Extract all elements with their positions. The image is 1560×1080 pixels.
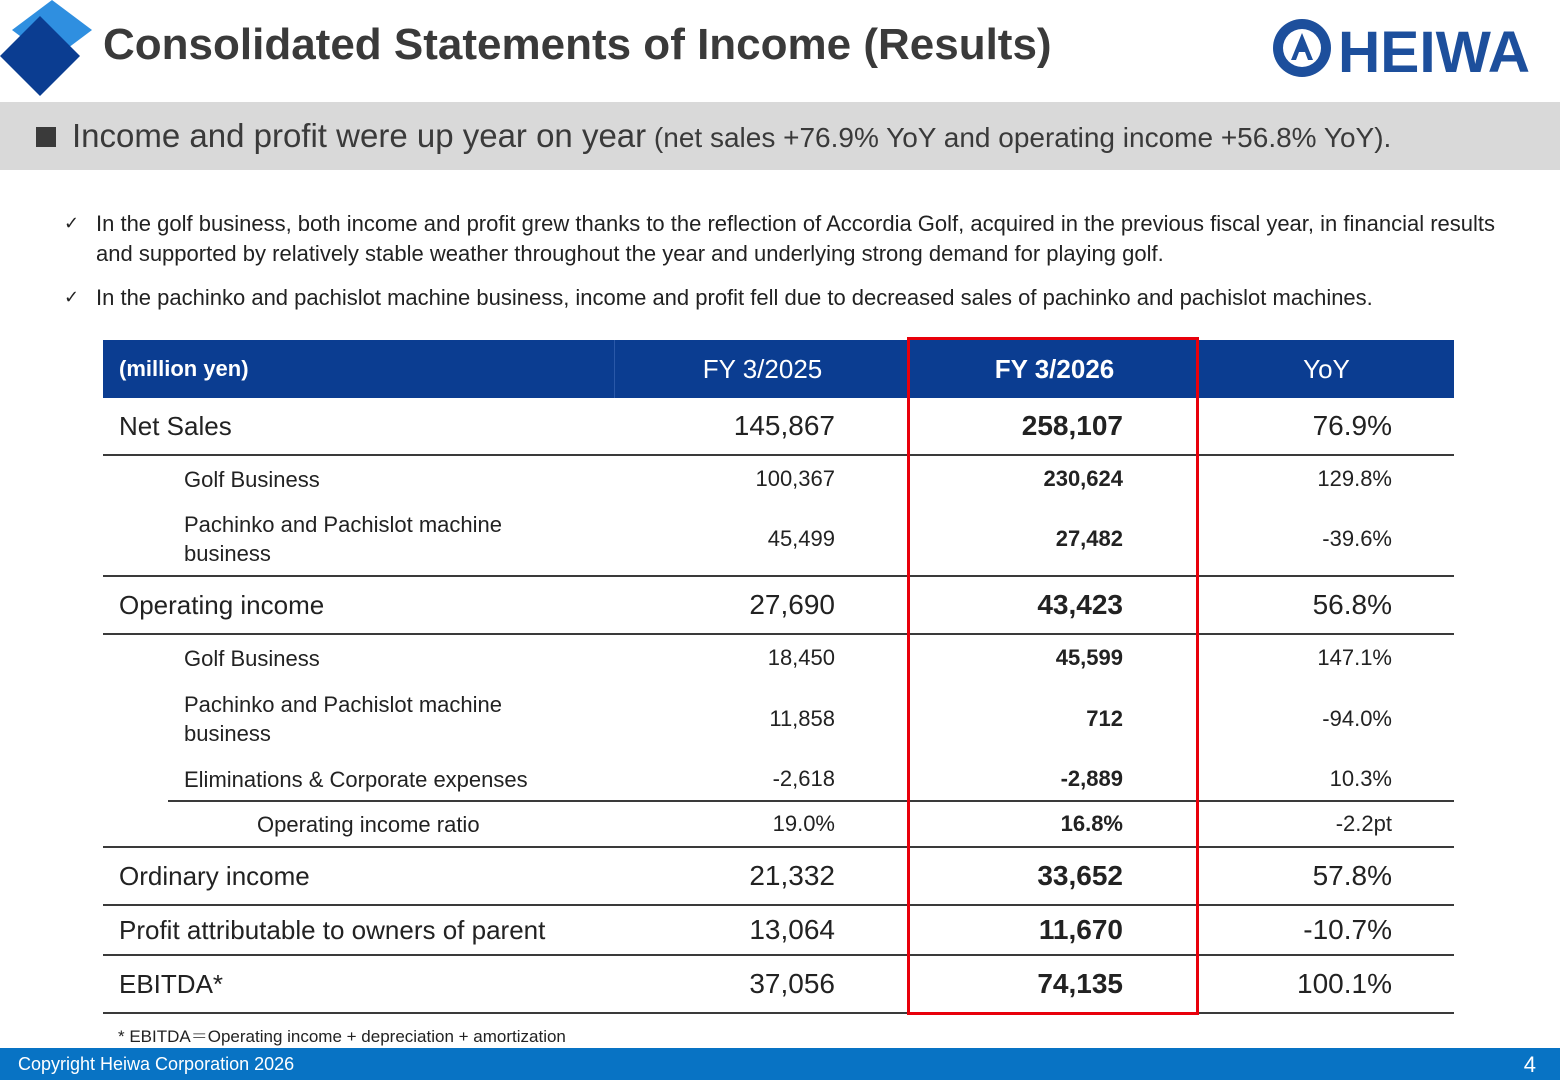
row-curr: 43,423 — [1037, 589, 1123, 620]
list-item — [64, 283, 1504, 313]
table-row-operating-income — [103, 577, 1454, 635]
table-row-operating-ratio — [103, 802, 1454, 848]
row-curr: 258,107 — [1021, 410, 1123, 441]
header-yoy: YoY — [1303, 354, 1350, 384]
row-prev: 37,056 — [749, 968, 835, 999]
square-bullet-icon — [36, 127, 56, 147]
row-prev: 11,858 — [769, 705, 835, 731]
list-item — [64, 209, 1504, 269]
copyright-text: Copyright Heiwa Corporation 2026 — [18, 1054, 295, 1074]
row-curr: 16.8% — [1060, 811, 1123, 836]
row-label: EBITDA* — [119, 968, 224, 999]
row-prev: 21,332 — [749, 860, 835, 891]
bullet-list — [64, 209, 1504, 327]
summary-main: Income and profit were up year on year — [72, 117, 647, 154]
row-yoy: 100.1% — [1297, 968, 1392, 999]
row-curr: 230,624 — [1043, 466, 1123, 491]
page-number: 4 — [1523, 1052, 1536, 1077]
row-curr: 27,482 — [1055, 525, 1123, 551]
row-curr: 33,652 — [1037, 860, 1123, 891]
row-curr: -2,889 — [1060, 766, 1123, 791]
table-row — [103, 635, 1454, 681]
row-yoy: -94.0% — [1322, 705, 1392, 731]
row-label: Golf Business — [184, 645, 320, 671]
table-row-profit-attributable — [103, 906, 1454, 956]
row-yoy: 56.8% — [1312, 589, 1392, 620]
row-curr: 712 — [1086, 705, 1123, 731]
row-label: Eliminations & Corporate expenses — [184, 766, 528, 792]
table-header — [103, 340, 1454, 398]
table-row-ordinary-income — [103, 848, 1454, 906]
row-prev: 45,499 — [767, 525, 835, 551]
header-unit: (million yen) — [119, 356, 249, 381]
row-curr: 45,599 — [1055, 645, 1123, 670]
table-row — [103, 502, 1454, 577]
row-curr: 11,670 — [1038, 914, 1123, 945]
row-yoy: 129.8% — [1317, 466, 1392, 491]
row-label: Operating income ratio — [257, 811, 480, 837]
header-fy2026: FY 3/2026 — [994, 354, 1115, 384]
income-table — [103, 340, 1454, 1014]
table-row — [103, 456, 1454, 502]
row-label: Profit attributable to owners of parent — [119, 914, 546, 945]
row-label: Golf Business — [184, 466, 320, 492]
table-row — [103, 681, 1454, 756]
row-label: Ordinary income — [119, 860, 310, 891]
heiwa-logo — [1272, 16, 1534, 80]
row-yoy: 147.1% — [1317, 645, 1392, 670]
bullet-text: In the pachinko and pachislot machine business, income and profit fell due to decreased sales of pachinko and pachislot machines. — [96, 285, 1373, 310]
row-prev: 100,367 — [755, 466, 835, 491]
row-prev: 13,064 — [749, 914, 835, 945]
footer-bar — [0, 1048, 1560, 1080]
diamond-logo-icon — [0, 0, 100, 100]
checkmark-icon: ✓ — [64, 287, 80, 308]
row-prev: -2,618 — [772, 766, 835, 791]
row-yoy: -2.2pt — [1335, 811, 1392, 836]
brand-name: HEIWA — [1338, 20, 1530, 80]
checkmark-icon: ✓ — [64, 213, 80, 234]
row-curr: 74,135 — [1037, 968, 1123, 999]
row-prev: 27,690 — [749, 589, 835, 620]
page-title: Consolidated Statements of Income (Results) — [103, 20, 1052, 69]
header-fy2025: FY 3/2025 — [614, 340, 910, 398]
row-prev: 19.0% — [772, 811, 835, 836]
row-yoy: 57.8% — [1312, 860, 1392, 891]
row-label: Operating income — [119, 589, 325, 620]
row-prev: 18,450 — [767, 645, 835, 670]
row-label: Pachinko and Pachislot machine business — [184, 691, 502, 746]
row-label: Net Sales — [119, 410, 232, 441]
row-label: Pachinko and Pachislot machine business — [184, 511, 502, 566]
row-prev: 145,867 — [733, 410, 835, 441]
footnote: * EBITDA＝Operating income + depreciation + amortization — [118, 1027, 566, 1046]
bullet-text: In the golf business, both income and profit grew thanks to the reflection of Accordia Golf, acquired in the previous fiscal year, in financial results and supported by relatively stable weather throughout the year and underlying strong demand for playing golf. — [96, 211, 1495, 266]
table-row-net-sales — [103, 398, 1454, 456]
row-yoy: 76.9% — [1312, 410, 1392, 441]
summary-banner — [0, 102, 1560, 170]
table-row — [103, 756, 1454, 802]
row-yoy: -10.7% — [1303, 914, 1392, 945]
table-row-ebitda — [103, 956, 1454, 1014]
row-yoy: -39.6% — [1322, 525, 1392, 551]
summary-text — [72, 117, 1391, 155]
summary-sub: (net sales +76.9% YoY and operating income +56.8% YoY). — [646, 122, 1392, 153]
row-yoy: 10.3% — [1329, 766, 1392, 791]
